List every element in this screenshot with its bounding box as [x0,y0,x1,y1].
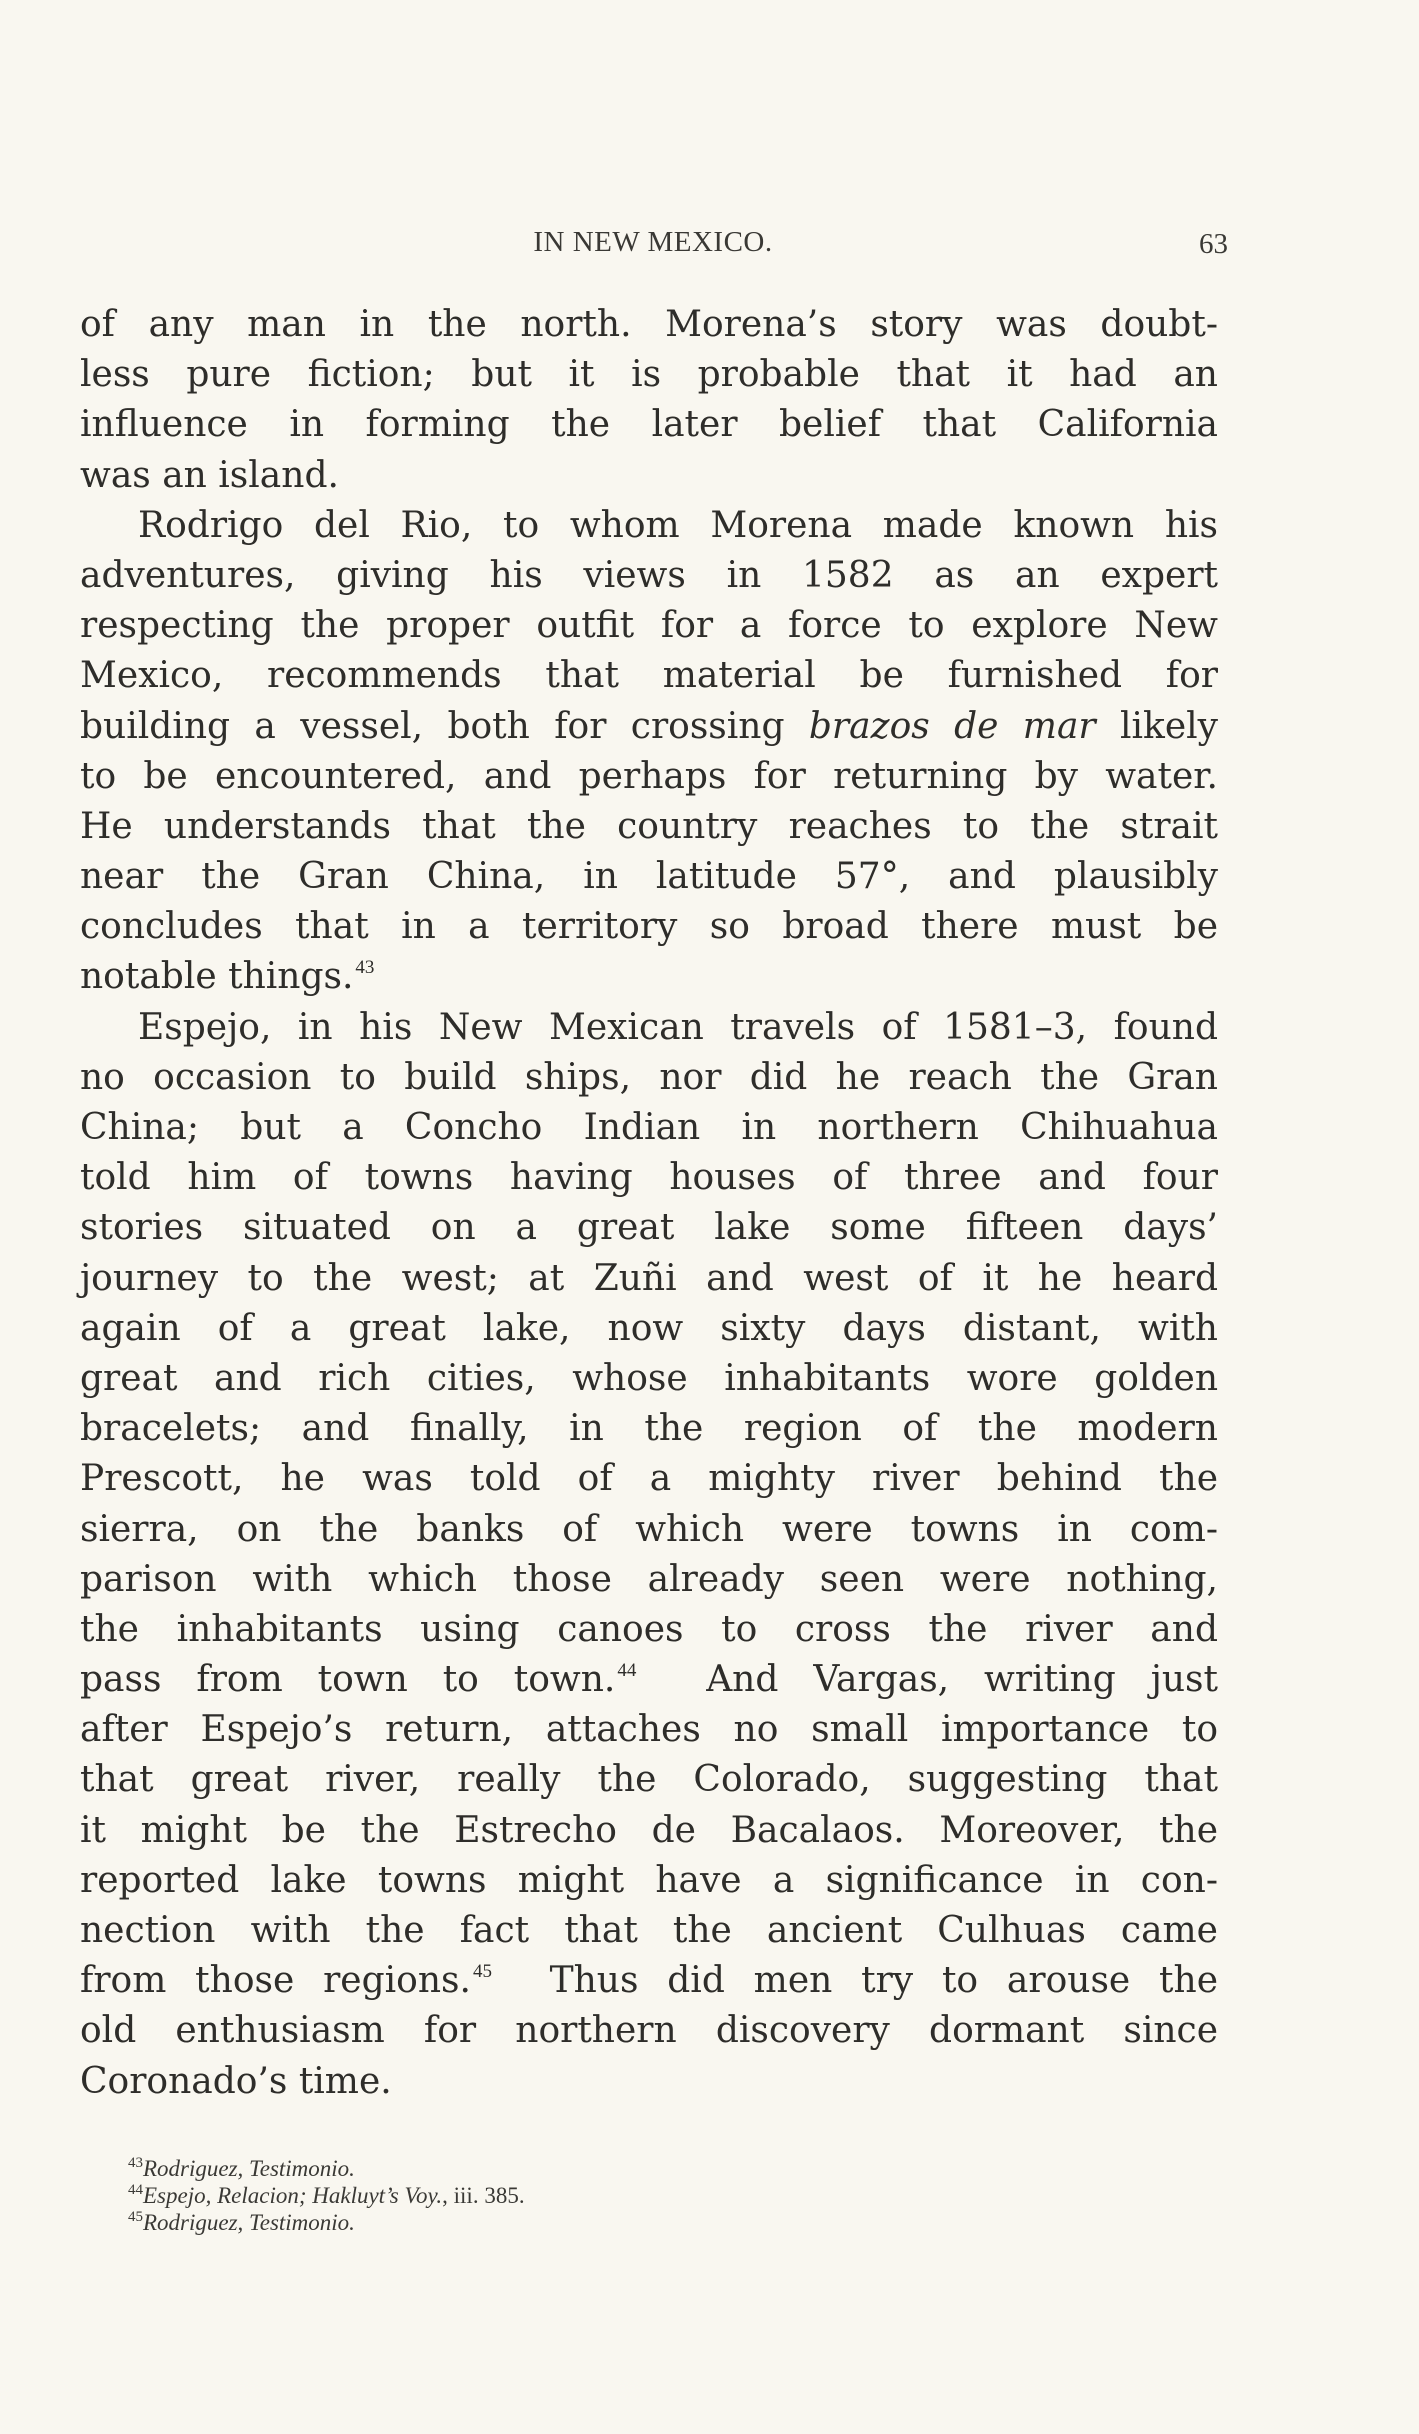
footnote-number: 45 [128,2209,143,2225]
text-line: adventures, giving his views in 1582 as an expert [80,554,1218,596]
text-line: reported lake towns might have a significance in con- [80,1859,1218,1901]
text-line: less pure fiction; but it is probable that it had an [80,354,1218,396]
line-text: And Vargas, writing just [706,1659,1218,1701]
text-line: Prescott, he was told of a mighty river behind the [80,1458,1218,1500]
line-text [636,1659,706,1700]
italic-phrase: brazos de mar [808,705,1096,747]
text-line: nection with the fact that the ancient Culhuas came [80,1910,1218,1951]
text-line: influence in forming the later belief that California [80,404,1218,446]
footnote-45 [128,2209,828,2236]
text-line: bracelets; and finally, in the region of the modern [80,1408,1218,1450]
text-line: the inhabitants using canoes to cross the river and [80,1608,1218,1650]
text-line [80,952,1218,1002]
text-line: was an island. [80,454,339,496]
text-line: near the Gran China, in latitude 57°, and plausibly [80,856,1218,898]
text-line: journey to the west; at Zuñi and west of it he heard [80,1257,1218,1299]
footnotes [128,2155,828,2236]
footnote-text: Rodriguez, Testimonio. [143,2210,355,2235]
line-text: from those regions. [80,1960,471,2002]
text-line: after Espejo’s return, attaches no small importance to [80,1709,1218,1751]
line-text [492,1960,550,2001]
footnote-text: Espejo, Relacion; Hakluyt’s Voy. [143,2183,443,2208]
text-line: parison with which those already seen were nothing, [80,1558,1218,1600]
footnote-44 [128,2182,828,2209]
body-text [80,300,1218,2107]
text-line: to be encountered, and perhaps for returning by water. [80,755,1218,797]
text-line: He understands that the country reaches to the strait [80,805,1218,847]
text-line: no occasion to build ships, nor did he reach the Gran [80,1056,1218,1098]
text-line: China; but a Concho Indian in northern Chihuahua [80,1107,1218,1148]
text-line: sierra, on the banks of which were towns in com- [80,1508,1218,1550]
text-line: that great river, really the Colorado, suggesting that [80,1759,1218,1801]
text-line: it might be the Estrecho de Bacalaos. Moreover, the [80,1809,1218,1851]
text-line: great and rich cities, whose inhabitants wore golden [80,1357,1218,1399]
footnote-ref: 43 [355,957,375,979]
text-line: old enthusiasm for northern discovery dormant since [80,2010,1218,2052]
footnote-number: 43 [128,2155,143,2171]
line-text: Thus did men try to arouse the [549,1960,1218,2002]
running-head [78,226,1228,270]
text-line: respecting the proper outfit for a force to explore New [80,605,1218,647]
text-line: Coronado’s time. [80,2060,392,2102]
text-line: Rodrigo del Rio, to whom Morena made known his [138,504,1218,546]
running-title: IN NEW MEXICO. [533,226,773,258]
footnote-text: , iii. 385. [442,2183,525,2208]
text-line: Mexico, recommends that material be furnished for [80,655,1218,697]
footnote-text: Rodriguez, Testimonio. [143,2156,355,2181]
footnote-ref: 45 [472,1961,492,1983]
footnote-43 [128,2155,828,2182]
footnote-number: 44 [128,2182,143,2198]
text-line [80,1655,1218,1705]
line-text: notable things. [80,956,354,998]
text-line: of any man in the north. Morena’s story was doubt- [80,304,1218,345]
text-line: stories situated on a great lake some fifteen days’ [80,1207,1218,1249]
text-line: again of a great lake, now sixty days distant, with [80,1307,1218,1349]
text-line: told him of towns having houses of three and four [80,1157,1218,1199]
text-line: Espejo, in his New Mexican travels of 1581–3, found [138,1006,1218,1048]
text-line [80,702,1218,752]
line-text: pass from town to town. [80,1659,616,1701]
line-text: building a vessel, both for crossing [80,705,809,747]
text-line [80,1956,1218,2006]
line-text: likely [1095,705,1218,747]
page-number: 63 [1199,228,1228,260]
footnote-ref: 44 [617,1660,637,1682]
text-line: concludes that in a territory so broad there must be [80,906,1218,948]
